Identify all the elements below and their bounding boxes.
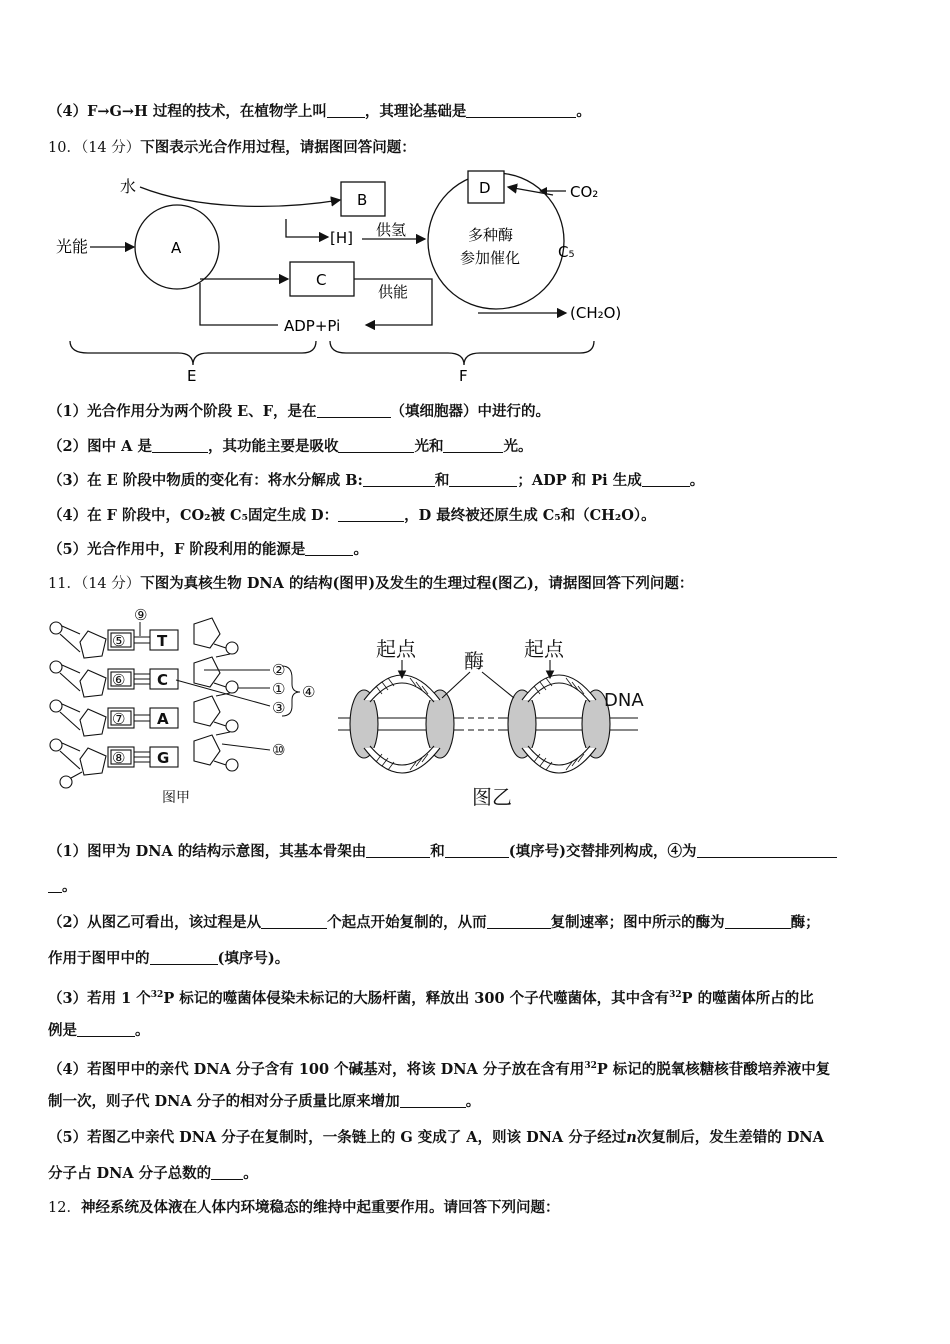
dna-replication-figure (338, 630, 668, 812)
num-2: ② (272, 661, 286, 679)
q9-item-4: （4）F→G→H 过程的技术，在植物学上叫 ，其理论基础是 。 (48, 103, 591, 120)
answer-blank[interactable] (152, 438, 208, 453)
q11-item-4: （4）若图甲中的亲代 DNA 分子含有 100 个碱基对，将该 DNA 分子放在含有用$^{32}$P 标记的脱氧核糖核苷酸培养液中复 (48, 1060, 831, 1078)
q11-item-4-cont: 制一次，则子代 DNA 分子的相对分子质量比原来增加 。 (48, 1093, 481, 1110)
label-d: D (479, 179, 491, 197)
label-f: F (459, 367, 468, 385)
num-8: ⑧ (112, 749, 126, 767)
answer-blank[interactable] (327, 103, 365, 118)
answer-blank[interactable] (443, 438, 503, 453)
h-label: [H] (330, 229, 353, 247)
q11-item-3-cont: 例是 。 (48, 1022, 150, 1039)
q11-item-2: （2）从图乙可看出，该过程是从 个起点开始复制的，从而 复制速率；图中所示的酶为 酶； (48, 914, 820, 931)
q10-item-1: （1）光合作用分为两个阶段 E、F，是在 （填细胞器）中进行的。 (48, 403, 550, 420)
q11-item-5: （5）若图乙中亲代 DNA 分子在复制时，一条链上的 G 变成了 A，则该 DNA 分子经过n次复制后，发生差错的 DNA (48, 1129, 824, 1146)
supply-energy-label: 供能 (378, 283, 409, 301)
label-c: C (316, 271, 327, 289)
adp-label: ADP+Pi (284, 317, 341, 335)
num-10: ⑩ (272, 741, 286, 759)
supply-h-label: 供氢 (376, 221, 407, 239)
num-9: ⑨ (134, 606, 148, 624)
q11-item-2-cont: 作用于图甲中的 (填序号)。 (48, 950, 290, 967)
origin-label-2: 起点 (524, 637, 564, 661)
ch2o-label: (CH₂O) (570, 304, 622, 322)
answer-blank[interactable] (725, 914, 791, 929)
light-label: 光能 (56, 237, 89, 256)
fig-a-caption: 图甲 (162, 790, 190, 806)
label-a: A (171, 239, 182, 257)
answer-blank[interactable] (487, 914, 551, 929)
q11-header: 11．（14 分）下图为真核生物 DNA 的结构(图甲)及发生的生理过程(图乙)，请据图回答下列问题： (48, 575, 694, 592)
base-g: G (157, 749, 170, 767)
dna-structure-figure (44, 604, 334, 810)
base-a: A (157, 710, 169, 728)
q10-item-4: （4）在 F 阶段中，CO₂被 C₅固定生成 D： ，D 最终被还原生成 C₅和（CH₂O）。 (48, 507, 656, 524)
num-4: ④ (302, 683, 316, 701)
answer-blank[interactable] (48, 878, 62, 893)
q10-item-3: （3）在 E 阶段中物质的变化有：将水分解成 B: 和 ；ADP 和 Pi 生成 。 (48, 472, 705, 489)
base-t: T (157, 632, 168, 650)
brace-e (70, 341, 316, 365)
answer-blank[interactable] (317, 403, 391, 418)
q10-item-2: （2）图中 A 是 ，其功能主要是吸收 光和 光。 (48, 438, 533, 455)
brace-f (330, 341, 594, 365)
num-3: ③ (272, 699, 286, 717)
num-1: ① (272, 680, 286, 698)
answer-blank[interactable] (449, 472, 517, 487)
q11-item-1: （1）图甲为 DNA 的结构示意图，其基本骨架由 和 (填序号)交替排列构成，④为 (48, 842, 904, 862)
fig-b-caption: 图乙 (472, 785, 512, 809)
answer-blank[interactable] (338, 507, 404, 522)
q11-item-3: （3）若用 1 个$^{32}$P 标记的噬菌体侵染未标记的大肠杆菌，释放出 300 个子代噬菌体，其中含有$^{32}$P 的噬菌体所占的比 (48, 989, 814, 1007)
q10-header: 10．（14 分）下图表示光合作用过程，请据图回答问题： (48, 139, 416, 156)
answer-blank[interactable] (366, 843, 430, 858)
co2-label: CO₂ (570, 183, 599, 201)
answer-blank[interactable] (445, 843, 509, 858)
answer-blank[interactable] (211, 1165, 243, 1180)
water-label: 水 (120, 177, 137, 196)
c5-label: C₅ (558, 243, 575, 261)
base-c: C (157, 671, 169, 689)
answer-blank[interactable] (363, 472, 435, 487)
answer-blank[interactable] (305, 541, 353, 556)
q10-item-5: （5）光合作用中，F 阶段利用的能源是 。 (48, 541, 368, 558)
num-7: ⑦ (112, 710, 126, 728)
answer-blank[interactable] (466, 103, 576, 118)
enzyme-label: 酶 (464, 649, 484, 673)
answer-blank[interactable] (261, 914, 327, 929)
answer-blank[interactable] (77, 1022, 135, 1037)
answer-blank[interactable] (338, 438, 414, 453)
q11-item-5-cont: 分子占 DNA 分子总数的 。 (48, 1165, 258, 1182)
label-b: B (357, 191, 368, 209)
dna-label: DNA (604, 690, 644, 711)
answer-blank[interactable] (150, 950, 218, 965)
q12-header: 12．神经系统及体液在人体内环境稳态的维持中起重要作用。请回答下列问题： (48, 1199, 560, 1216)
label-e: E (187, 367, 197, 385)
photosynthesis-diagram (48, 165, 648, 387)
enzyme-label-2: 参加催化 (460, 249, 521, 267)
answer-blank[interactable] (400, 1093, 466, 1108)
enzyme-label-1: 多种酶 (468, 226, 514, 244)
num-5: ⑤ (112, 632, 126, 650)
answer-blank[interactable] (697, 843, 837, 858)
answer-blank[interactable] (642, 472, 690, 487)
origin-label-1: 起点 (376, 637, 416, 661)
num-6: ⑥ (112, 671, 126, 689)
q11-item-1-cont: 。 (48, 877, 904, 897)
